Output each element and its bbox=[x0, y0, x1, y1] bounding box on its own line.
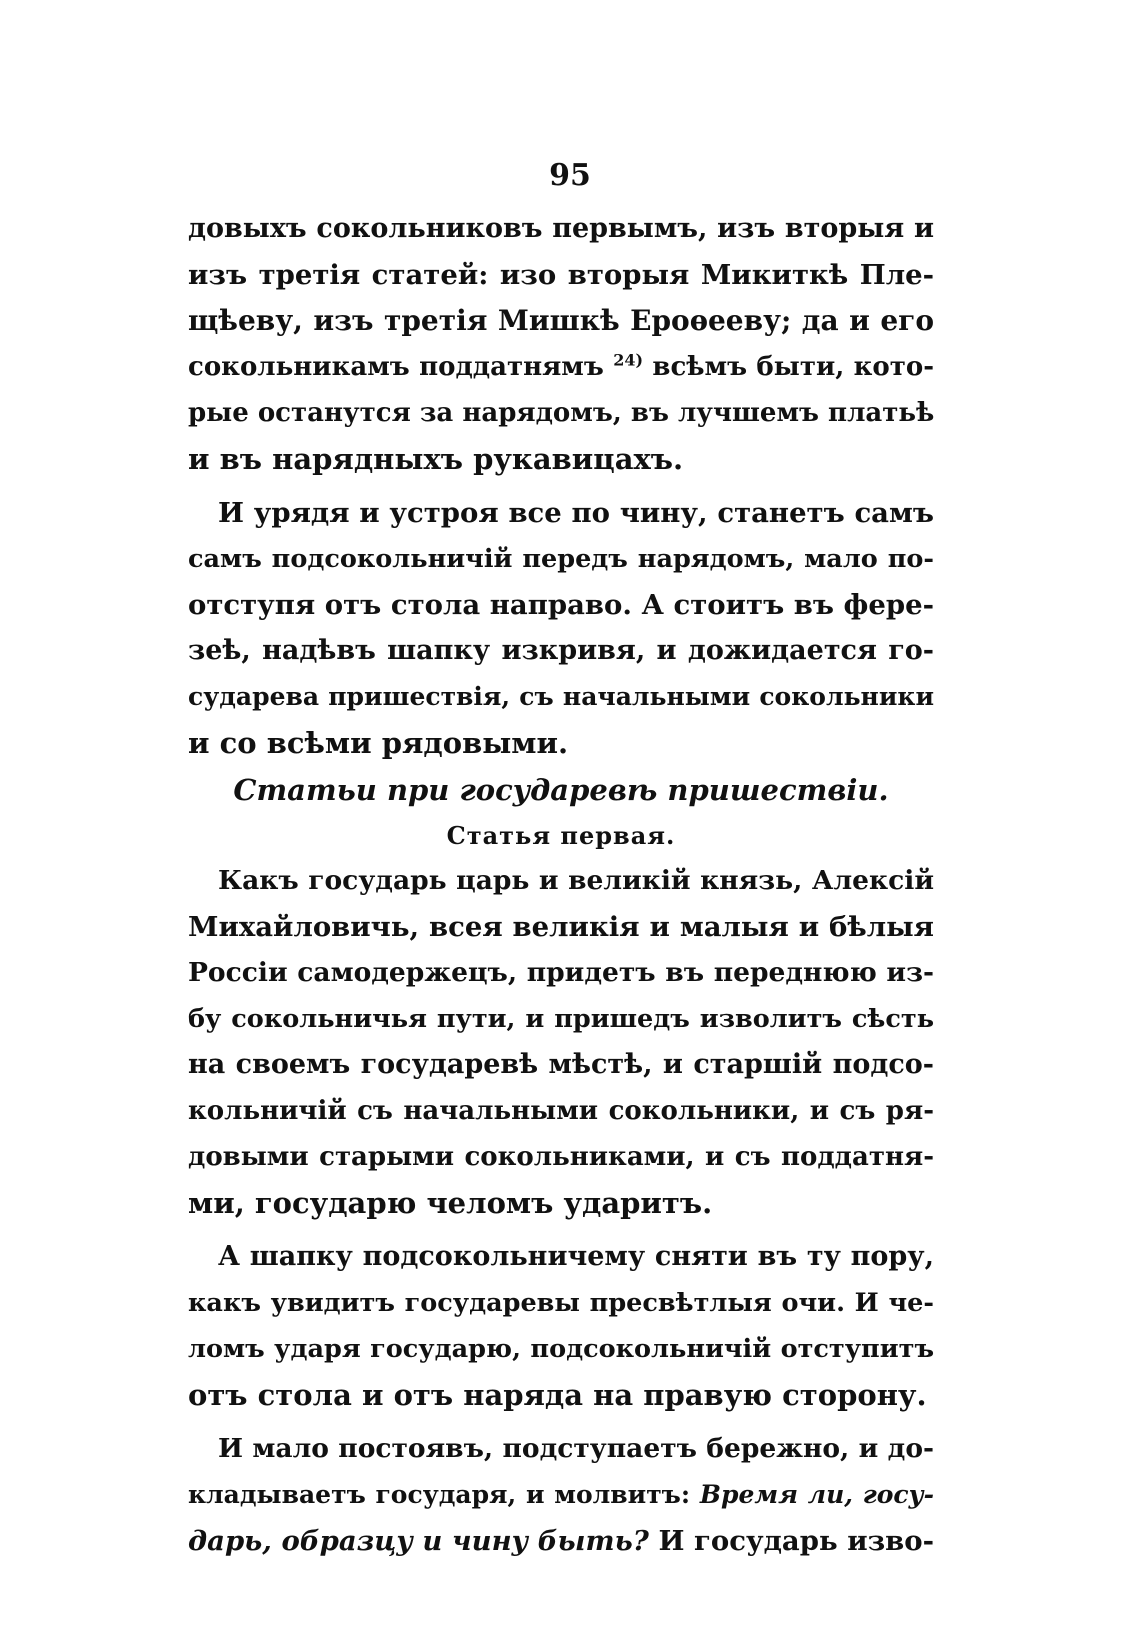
text-line: на своемъ государевѣ мѣстѣ, и старшій подсо- bbox=[188, 1049, 934, 1080]
text-line: И мало постоявъ, подступаетъ бережно, и до- bbox=[218, 1433, 934, 1464]
text-line: и въ нарядныхъ рукавицахъ. bbox=[188, 442, 684, 476]
text-line: рые останутся за нарядомъ, въ лучшемъ платьѣ bbox=[188, 398, 934, 428]
text-block bbox=[188, 206, 934, 1564]
text-segment: И государь изво- bbox=[658, 1525, 934, 1557]
paragraph-4 bbox=[188, 1234, 934, 1418]
text-segment: кладываетъ государя, и молвитъ: bbox=[188, 1480, 691, 1509]
quoted-speech: дарь, образцу и чину быть? bbox=[188, 1525, 649, 1557]
text-line bbox=[188, 344, 934, 390]
text-segment: всѣмъ быти, кото- bbox=[652, 352, 934, 382]
page-number: 95 bbox=[549, 158, 591, 193]
text-line: довыми старыми сокольниками, и съ поддатня- bbox=[188, 1142, 934, 1172]
text-line: Михайловичь, всея великія и малыя и бѣлыя bbox=[188, 911, 934, 943]
text-line: ломъ ударя государю, подсокольничій отступитъ bbox=[188, 1334, 934, 1364]
text-line: какъ увидитъ государевы пресвѣтлыя очи. И че- bbox=[188, 1288, 934, 1318]
text-line: зеѣ, надѣвъ шапку изкривя, и дожидается го- bbox=[188, 635, 934, 666]
text-line: отступя отъ стола направо. А стоитъ въ ферe- bbox=[188, 589, 934, 621]
text-line: ми, государю челомъ ударитъ. bbox=[188, 1186, 713, 1220]
text-line: Какъ государь царь и великій князь, Алексій bbox=[218, 865, 934, 896]
article-heading: Статья первая. bbox=[446, 821, 676, 850]
text-line: отъ стола и отъ наряда на правую сторону. bbox=[188, 1378, 927, 1412]
text-line: кольничій съ начальными сокольники, и съ ря- bbox=[188, 1096, 934, 1126]
text-line: изъ третія статей: изо вторыя Микиткѣ Пле- bbox=[188, 259, 934, 291]
text-line bbox=[188, 1518, 934, 1564]
text-line: и со всѣми рядовыми. bbox=[188, 726, 569, 760]
paragraph-5 bbox=[188, 1426, 934, 1564]
text-line bbox=[188, 1472, 934, 1518]
text-line: довыхъ сокольниковъ первымъ, изъ вторыя и bbox=[188, 213, 934, 244]
text-line: сударева пришествія, съ начальными сокольники bbox=[188, 682, 934, 711]
paragraph-3 bbox=[188, 858, 934, 1226]
quoted-speech: Время ли, госу- bbox=[699, 1480, 934, 1509]
text-line: щѣеву, изъ третія Мишкѣ Ероѳееву; да и его bbox=[188, 304, 934, 337]
footnote-reference: 24) bbox=[613, 350, 644, 370]
text-segment: сокольникамъ поддатнямъ bbox=[188, 352, 604, 382]
text-line: А шапку подсокольничему сняти въ ту пору, bbox=[218, 1241, 934, 1272]
paragraph-1 bbox=[188, 206, 934, 482]
text-line: И урядя и устроя все по чину, станетъ самъ bbox=[218, 497, 934, 529]
text-line: Россіи самодержецъ, придетъ въ переднюю из- bbox=[188, 957, 934, 988]
paragraph-2 bbox=[188, 490, 934, 766]
section-heading: Статьи при государевѣ пришествіи. bbox=[233, 773, 889, 807]
text-line: самъ подсокольничій передъ нарядомъ, мало по- bbox=[188, 544, 934, 574]
text-line: бу сокольничья пути, и пришедъ изволитъ сѣсть bbox=[188, 1004, 934, 1034]
